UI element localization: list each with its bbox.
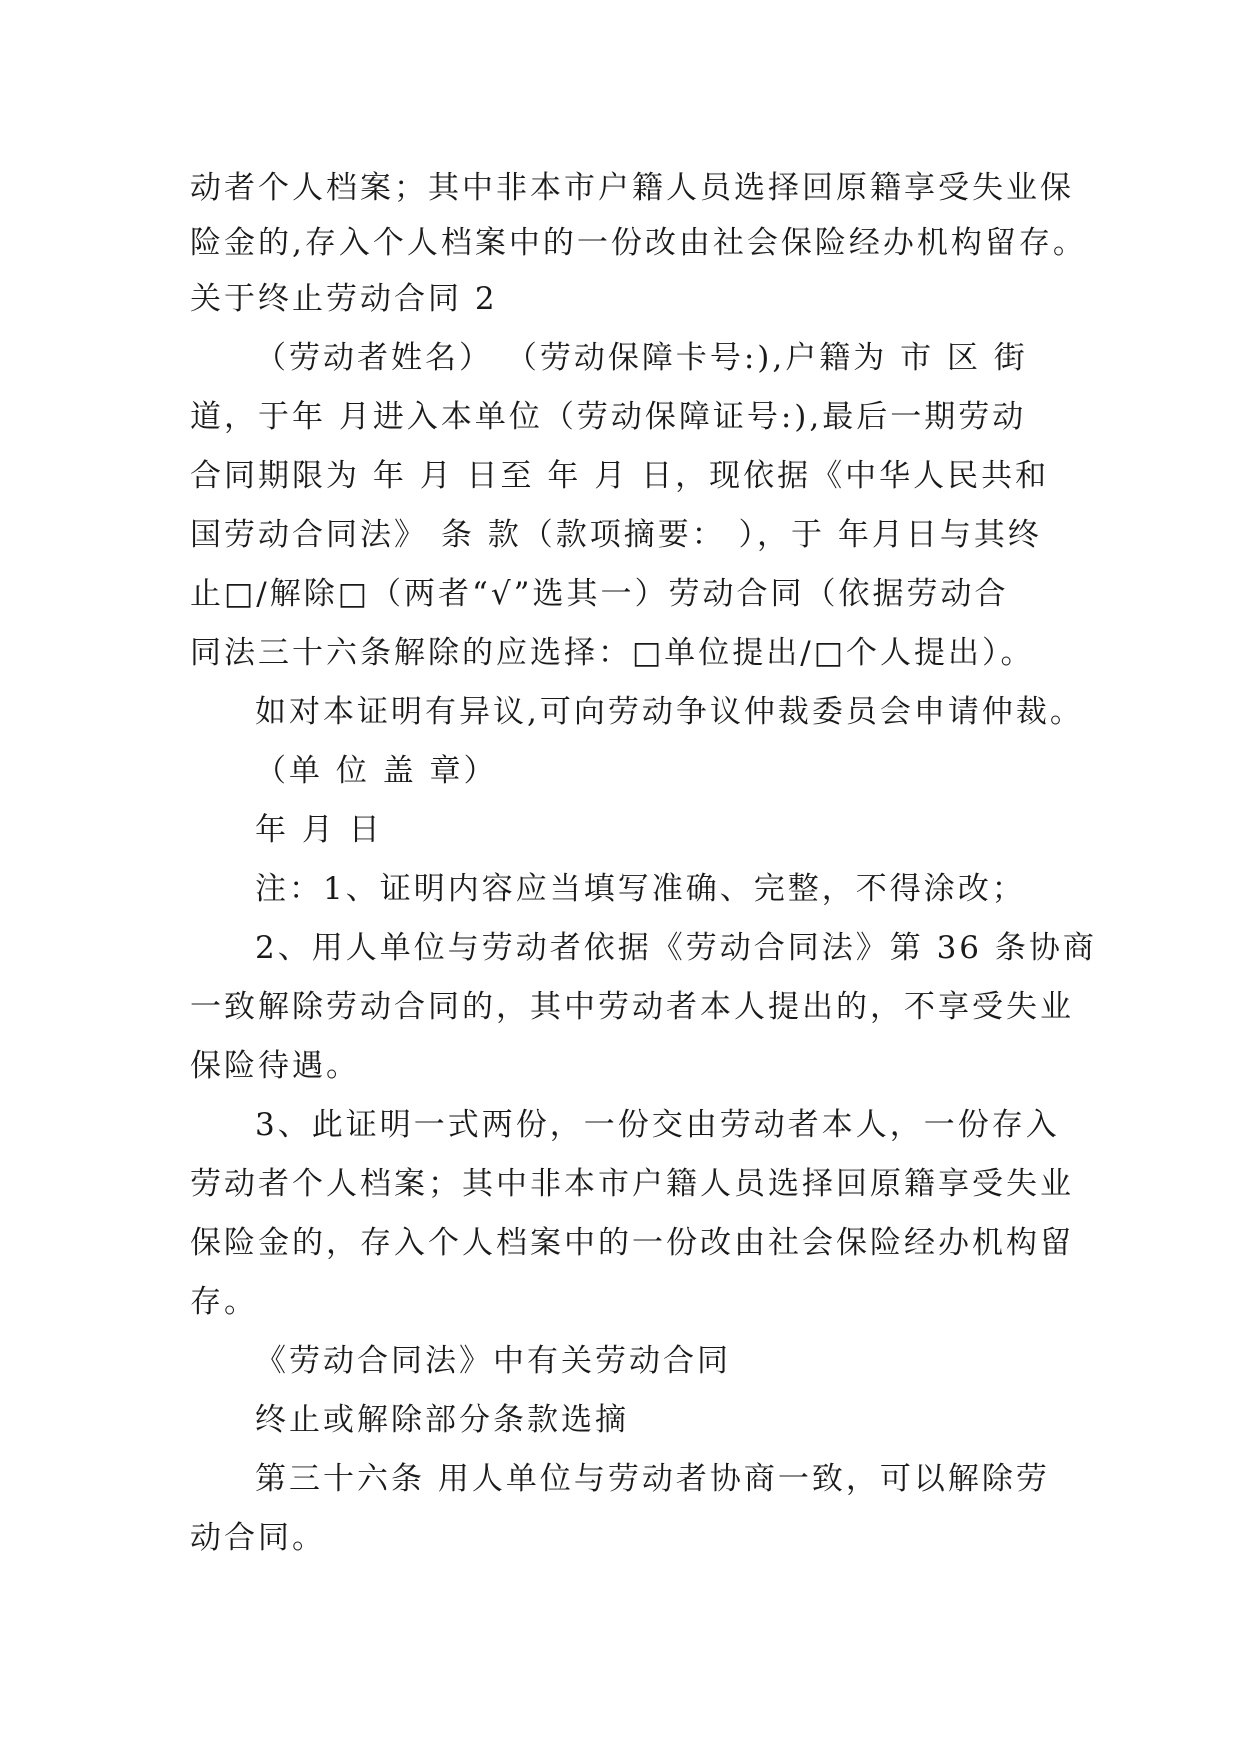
text-line-7: 国劳动合同法》 条 款（款项摘要： ），于 年月日与其终 — [190, 517, 1042, 553]
note-line-4: 保险待遇。 — [190, 1048, 360, 1084]
subheading-1: 《劳动合同法》中有关劳动合同 — [255, 1343, 731, 1379]
seal-line: （单 位 盖 章） — [255, 753, 498, 789]
text-line-2: 险金的,存入个人档案中的一份改由社会保险经办机构留存。 — [190, 225, 1087, 261]
text-line-4: （劳动者姓名） （劳动保障卡号:),户籍为 市 区 街 — [255, 340, 1028, 376]
article-line-2: 动合同。 — [190, 1520, 326, 1556]
text-line-8: 止□/解除□（两者“√”选其一）劳动合同（依据劳动合 — [190, 576, 1009, 612]
note-line-6: 劳动者个人档案；其中非本市户籍人员选择回原籍享受失业 — [190, 1166, 1074, 1202]
note-line-1: 注：1、证明内容应当填写准确、完整，不得涂改； — [255, 871, 1026, 907]
text-line-10: 如对本证明有异议,可向劳动争议仲裁委员会申请仲裁。 — [255, 694, 1084, 730]
text-line-5: 道，于年 月进入本单位（劳动保障证号:),最后一期劳动 — [190, 399, 1027, 435]
subheading-2: 终止或解除部分条款选摘 — [255, 1402, 629, 1438]
note-line-2: 2、用人单位与劳动者依据《劳动合同法》第 36 条协商 — [255, 930, 1097, 966]
note-line-8: 存。 — [190, 1284, 258, 1320]
text-line-9: 同法三十六条解除的应选择：□单位提出/□个人提出）。 — [190, 635, 1035, 671]
text-line-6: 合同期限为 年 月 日至 年 月 日，现依据《中华人民共和 — [190, 458, 1050, 494]
note-line-3: 一致解除劳动合同的，其中劳动者本人提出的，不享受失业 — [190, 989, 1074, 1025]
date-line: 年 月 日 — [255, 812, 383, 848]
note-line-5: 3、此证明一式两份，一份交由劳动者本人，一份存入 — [255, 1107, 1060, 1143]
article-line-1: 第三十六条 用人单位与劳动者协商一致，可以解除劳 — [255, 1461, 1050, 1497]
section-title: 关于终止劳动合同 2 — [190, 281, 498, 317]
note-line-7: 保险金的，存入个人档案中的一份改由社会保险经办机构留 — [190, 1225, 1074, 1261]
text-line-1: 动者个人档案；其中非本市户籍人员选择回原籍享受失业保 — [190, 170, 1074, 206]
